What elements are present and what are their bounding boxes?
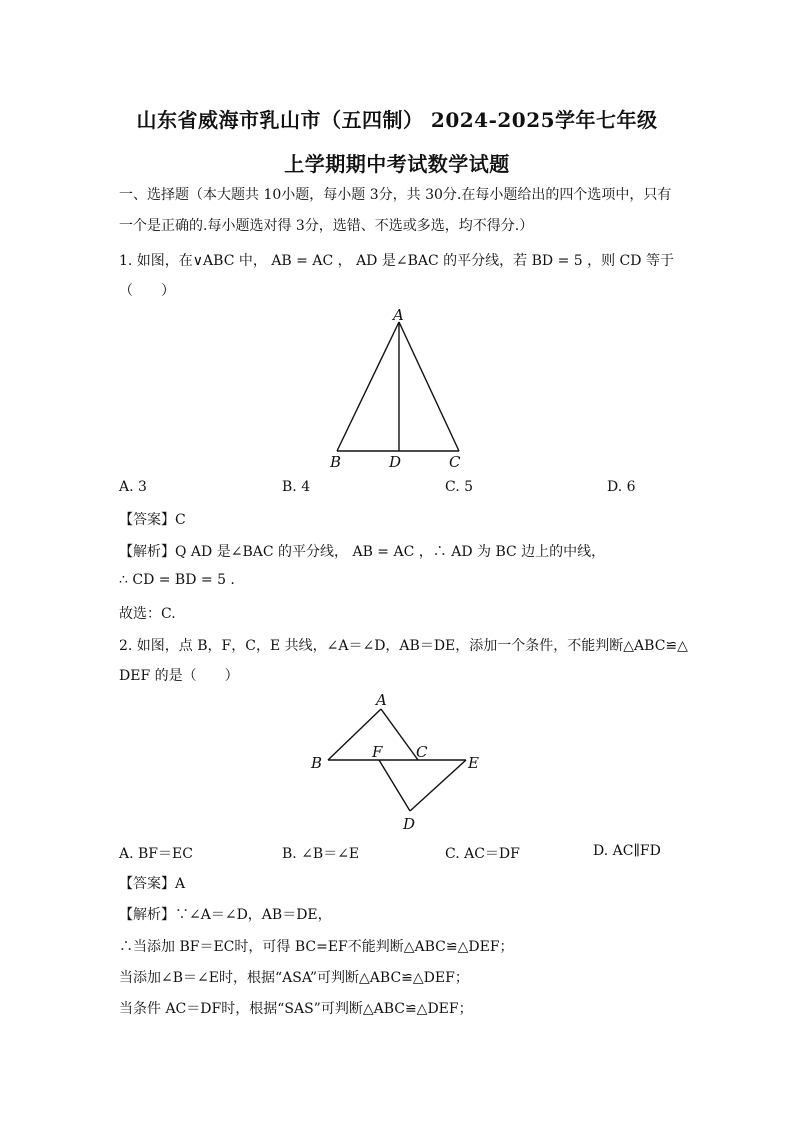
q2-answer: 【答案】A: [119, 876, 186, 892]
q2-label-d: D: [403, 815, 416, 833]
q1-side-ac: [399, 322, 459, 451]
q1-paren: （ ）: [119, 283, 175, 299]
q1-side-ab: [337, 322, 399, 451]
q2-analysis-line-3: 当添加∠B＝∠E时，根据“ASA”可判断△ABC≌△DEF；: [119, 970, 469, 986]
section-heading: 一、选择题（本大题共 10小题，每小题 3分，共 30分.在每小题给出的四个选项中，只有一个是正确的.每小题选对得 3分，选错、不选或多选，均不得分.）: [119, 187, 672, 234]
q2-analysis-line-4: 当条件 AC＝DF时，根据“SAS”可判断△ABC≌△DEF；: [119, 1001, 473, 1017]
q2-option-a: A. BF＝EC: [119, 846, 193, 862]
q1-analysis-line-1: 【解析】Q AD 是∠BAC 的平分线， AB = AC ，∴ AD 为 BC 边上的中线，: [119, 544, 606, 560]
q2-option-c: C. AC＝DF: [445, 846, 520, 862]
q1-label-d: D: [389, 453, 402, 471]
q1-label-a: A: [393, 306, 404, 324]
q2-option-b: B. ∠B＝∠E: [282, 846, 360, 862]
q2-stem: 2. 如图，点 B，F，C，E 共线，∠A＝∠D，AB＝DE，添加一个条件，不能判断△ABC≌△: [119, 638, 688, 654]
q2-label-a: A: [376, 691, 387, 709]
q1-option-b: B. 4: [282, 479, 311, 495]
q2-label-b: B: [311, 754, 323, 772]
q2-side-fd: [379, 760, 410, 811]
q2-side-ac: [381, 709, 418, 760]
q2-option-d: D. AC∥FD: [593, 843, 661, 859]
q1-answer: 【答案】C: [119, 512, 186, 528]
q2-analysis-line-1: 【解析】∵∠A＝∠D，AB＝DE，: [119, 907, 332, 923]
q2-label-f: F: [372, 743, 383, 761]
q1-label-c: C: [449, 453, 461, 471]
q2-analysis-line-2: ∴当添加 BF＝EC时，可得 BC=EF不能判断△ABC≌△DEF；: [119, 939, 514, 955]
q2-label-e: E: [468, 754, 479, 772]
q1-option-d: D. 6: [607, 479, 636, 495]
q1-option-c: C. 5: [445, 479, 474, 495]
page-title-line-1: 山东省威海市乳山市（五四制） 2024-2025学年七年级: [136, 108, 658, 132]
q1-stem: 1. 如图，在∨ABC 中， AB = AC ， AD 是∠BAC 的平分线，若 BD = 5 ，则 CD 等于: [119, 253, 674, 269]
page-title-line-2: 上学期期中考试数学试题: [284, 152, 510, 176]
q1-analysis-line-2: ∴ CD = BD = 5 .: [119, 572, 235, 588]
q1-conclusion: 故选：C.: [119, 606, 176, 622]
q2-stem-continued: DEF 的是（ ）: [119, 668, 239, 684]
q2-side-de: [410, 760, 466, 811]
q1-label-b: B: [330, 453, 342, 471]
q1-option-a: A. 3: [119, 479, 147, 495]
q2-label-c: C: [416, 743, 428, 761]
